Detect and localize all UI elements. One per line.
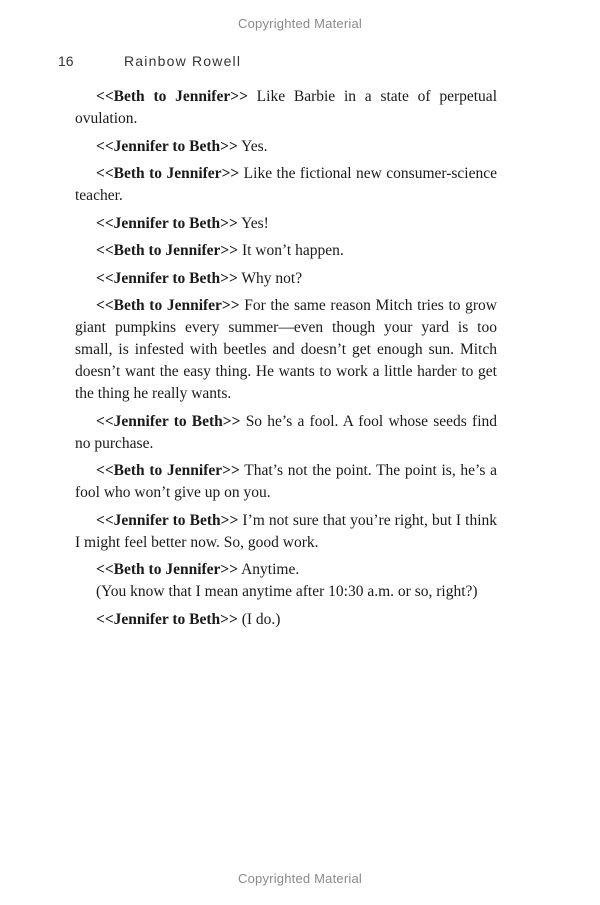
message-paragraph [75,609,497,631]
message-paragraph [75,559,497,581]
message-paragraph [75,295,497,405]
watermark-bottom: Copyrighted Material [238,871,362,886]
message-paragraph-continued [75,581,497,603]
message-text: It won’t happen. [238,242,344,259]
message-text: (I do.) [237,610,281,628]
speaker-label: <<Beth to Jennifer>> [96,297,240,314]
speaker-label: <<Beth to Jennifer>> [96,462,240,479]
message-text: That’s not the point. The point is, he’s a fool who won’t give up on you. [75,462,498,501]
speaker-label: <<Jennifer to Beth>> [96,511,239,529]
message-text: I’m not sure that you’re right, but I think I might feel better now. So, good work. [75,511,498,551]
author-name: Rainbow Rowell [124,53,242,69]
message-paragraph [75,460,497,504]
message-text: Yes! [237,214,269,232]
message-paragraph [75,411,497,455]
message-paragraph [75,268,497,290]
message-paragraph [75,240,497,262]
message-text: For the same reason Mitch tries to grow giant pumpkins every summer—even though your yard is too small, is infested with beetles and doesn’t get enough sun. Mitch doesn’t want the easy thing. He wants to work a little harder to get the thing he really wants. [75,297,497,402]
speaker-label: <<Jennifer to Beth>> [96,269,238,287]
speaker-label: <<Jennifer to Beth>> [96,137,238,155]
page-number: 16 [58,53,74,69]
message-text: So he’s a fool. A fool whose seeds find no purchase. [75,412,497,452]
message-text: Why not? [237,269,303,287]
message-paragraph [75,86,497,130]
speaker-label: <<Jennifer to Beth>> [96,214,238,232]
message-paragraph [75,136,497,158]
running-head [58,53,538,69]
message-text: Like Barbie in a state of perpetual ovulation. [75,88,497,127]
watermark-top: Copyrighted Material [238,16,362,31]
speaker-label: <<Beth to Jennifer>> [96,88,248,105]
speaker-label: <<Jennifer to Beth>> [96,412,241,430]
message-text: Like the fictional new consumer-science teacher. [75,165,497,204]
speaker-label: <<Beth to Jennifer>> [96,561,239,578]
message-text: Anytime. [238,561,300,578]
page-body [75,86,497,636]
message-paragraph [75,163,497,207]
speaker-label: <<Jennifer to Beth>> [96,610,238,628]
message-text: Yes. [237,137,268,155]
speaker-label: <<Beth to Jennifer>> [96,242,239,259]
message-paragraph [75,213,497,235]
message-text: (You know that I mean anytime after 10:30 a.m. or so, right?) [96,583,478,600]
speaker-label: <<Beth to Jennifer>> [96,165,240,182]
message-paragraph [75,510,497,554]
